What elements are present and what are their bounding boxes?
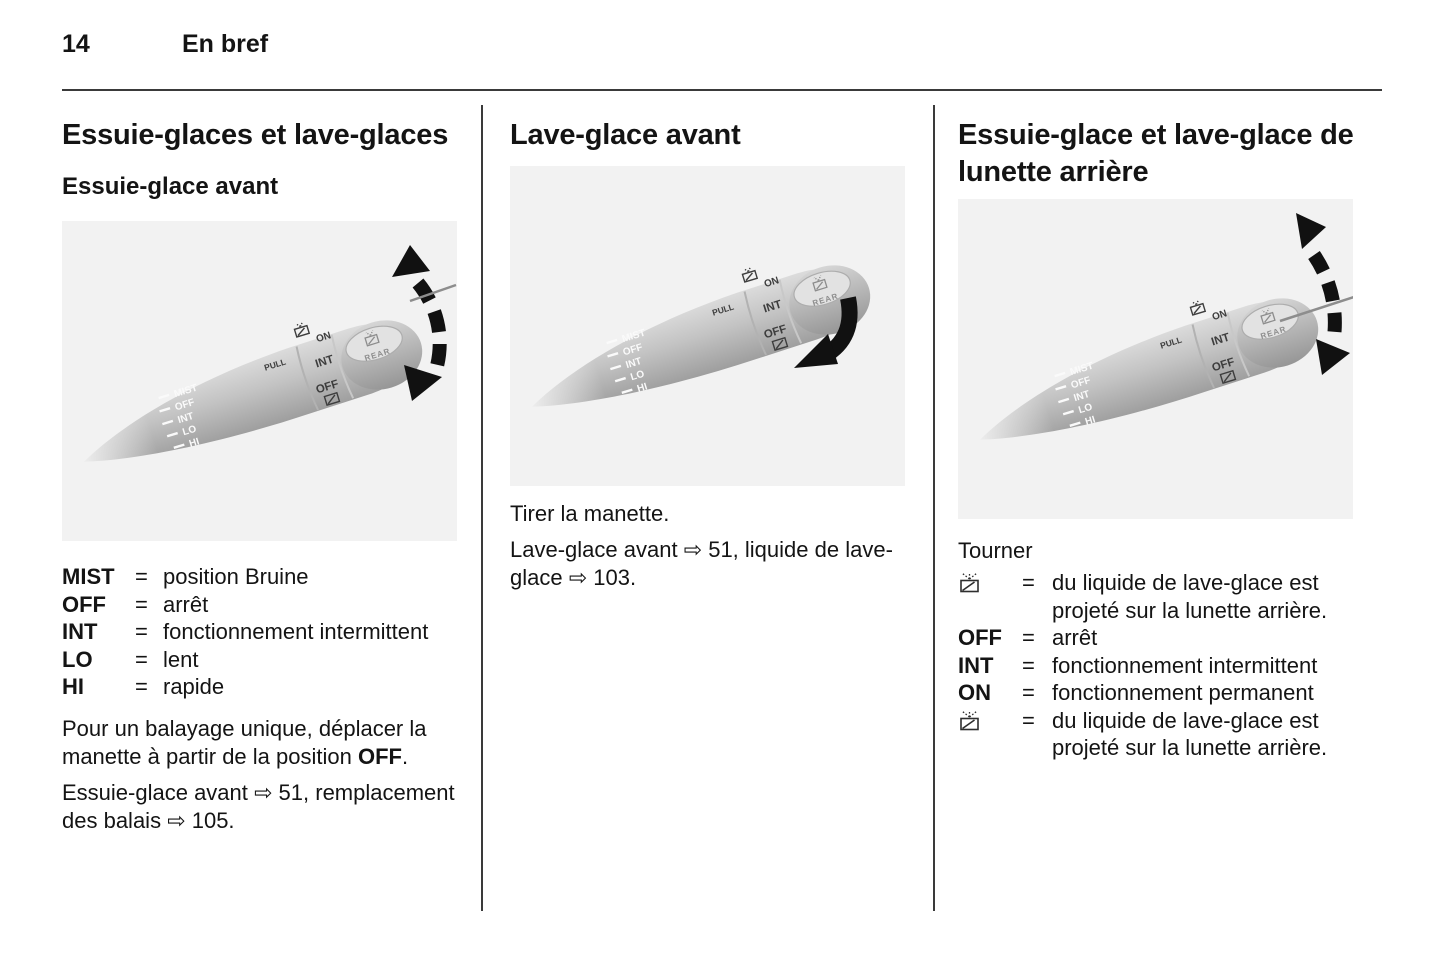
column-front-wiper	[62, 105, 457, 835]
equals-sign: =	[1022, 680, 1035, 705]
front-washer-reference-paragraph: Lave-glace avant ⇨ 51, liquide de lave-glace ⇨ 103.	[510, 537, 893, 590]
pull-lever-paragraph: Tirer la manette.	[510, 501, 670, 526]
equals-sign: =	[135, 591, 148, 617]
legend-row	[62, 618, 457, 646]
legend-desc: position Bruine	[163, 564, 309, 589]
legend-term: MIST	[62, 564, 115, 589]
legend-desc: arrêt	[1052, 625, 1098, 650]
paragraph-text: Pour un balayage unique, déplacer la manette à partir de la position	[62, 715, 427, 769]
column1-subheading: Essuie-glace avant	[62, 173, 279, 200]
legend-desc: lent	[163, 646, 199, 672]
column1-heading: Essuie-glaces et lave-glaces	[62, 119, 449, 151]
legend-desc: fonctionnement intermittent	[163, 619, 429, 644]
column-front-washer	[510, 105, 907, 592]
equals-sign: =	[1022, 652, 1035, 678]
legend-desc: fonctionnement permanent	[1052, 680, 1314, 705]
equals-sign: =	[1022, 570, 1035, 595]
front-wiper-stalk-figure	[62, 221, 457, 541]
legend-row	[62, 591, 457, 619]
legend-row	[958, 679, 1390, 707]
rear-wiper-legend	[958, 569, 1390, 762]
equals-sign: =	[135, 564, 148, 589]
column-divider-2	[933, 105, 935, 911]
legend-term: INT	[62, 619, 98, 644]
bold-off: OFF	[357, 743, 402, 769]
equals-sign: =	[135, 674, 148, 699]
front-washer-stalk-illustration	[510, 166, 905, 486]
column-rear-wiper-washer	[958, 105, 1390, 762]
legend-row	[62, 646, 457, 674]
legend-row	[62, 563, 457, 591]
front-wiper-stalk-illustration	[62, 221, 457, 541]
equals-sign: =	[1022, 707, 1035, 733]
equals-sign: =	[135, 646, 148, 672]
header-rule	[62, 89, 1382, 91]
legend-term-icon	[958, 707, 1022, 762]
paragraph-text: .	[401, 743, 409, 769]
legend-term: OFF	[62, 591, 106, 617]
legend-row	[958, 569, 1390, 624]
legend-desc: fonctionnement intermittent	[1052, 652, 1318, 678]
single-wipe-paragraph	[62, 715, 457, 771]
rear-washer-icon	[958, 710, 983, 733]
legend-row	[958, 624, 1390, 652]
front-wiper-legend	[62, 563, 457, 701]
column3-heading: Essuie-glace et lave-glace de lunette arrière	[958, 119, 1354, 188]
equals-sign: =	[1022, 625, 1035, 650]
rear-washer-icon	[958, 572, 983, 595]
legend-desc: rapide	[163, 674, 225, 699]
legend-term: INT	[958, 652, 994, 678]
legend-desc: du liquide de lave-glace est projeté sur la lunette arrière.	[1052, 707, 1328, 760]
front-washer-stalk-figure	[510, 166, 907, 486]
legend-term: ON	[958, 680, 991, 705]
turn-label: Tourner	[958, 538, 1033, 563]
legend-row	[958, 652, 1390, 680]
legend-term: LO	[62, 646, 93, 672]
rear-wiper-stalk-figure	[958, 199, 1390, 519]
legend-term: HI	[62, 674, 84, 699]
front-wiper-reference-paragraph: Essuie-glace avant ⇨ 51, remplacement des balais ⇨ 105.	[62, 779, 455, 833]
page-number: 14	[62, 30, 90, 58]
legend-term-icon	[958, 569, 1022, 624]
legend-desc: arrêt	[163, 591, 209, 617]
column2-heading: Lave-glace avant	[510, 119, 741, 151]
legend-row	[62, 673, 457, 701]
rear-wiper-stalk-illustration	[958, 199, 1353, 519]
legend-term: OFF	[958, 625, 1002, 650]
legend-row	[958, 707, 1390, 762]
column-divider-1	[481, 105, 483, 911]
legend-desc: du liquide de lave-glace est projeté sur la lunette arrière.	[1052, 570, 1328, 623]
equals-sign: =	[135, 619, 148, 644]
section-title: En bref	[182, 30, 269, 58]
